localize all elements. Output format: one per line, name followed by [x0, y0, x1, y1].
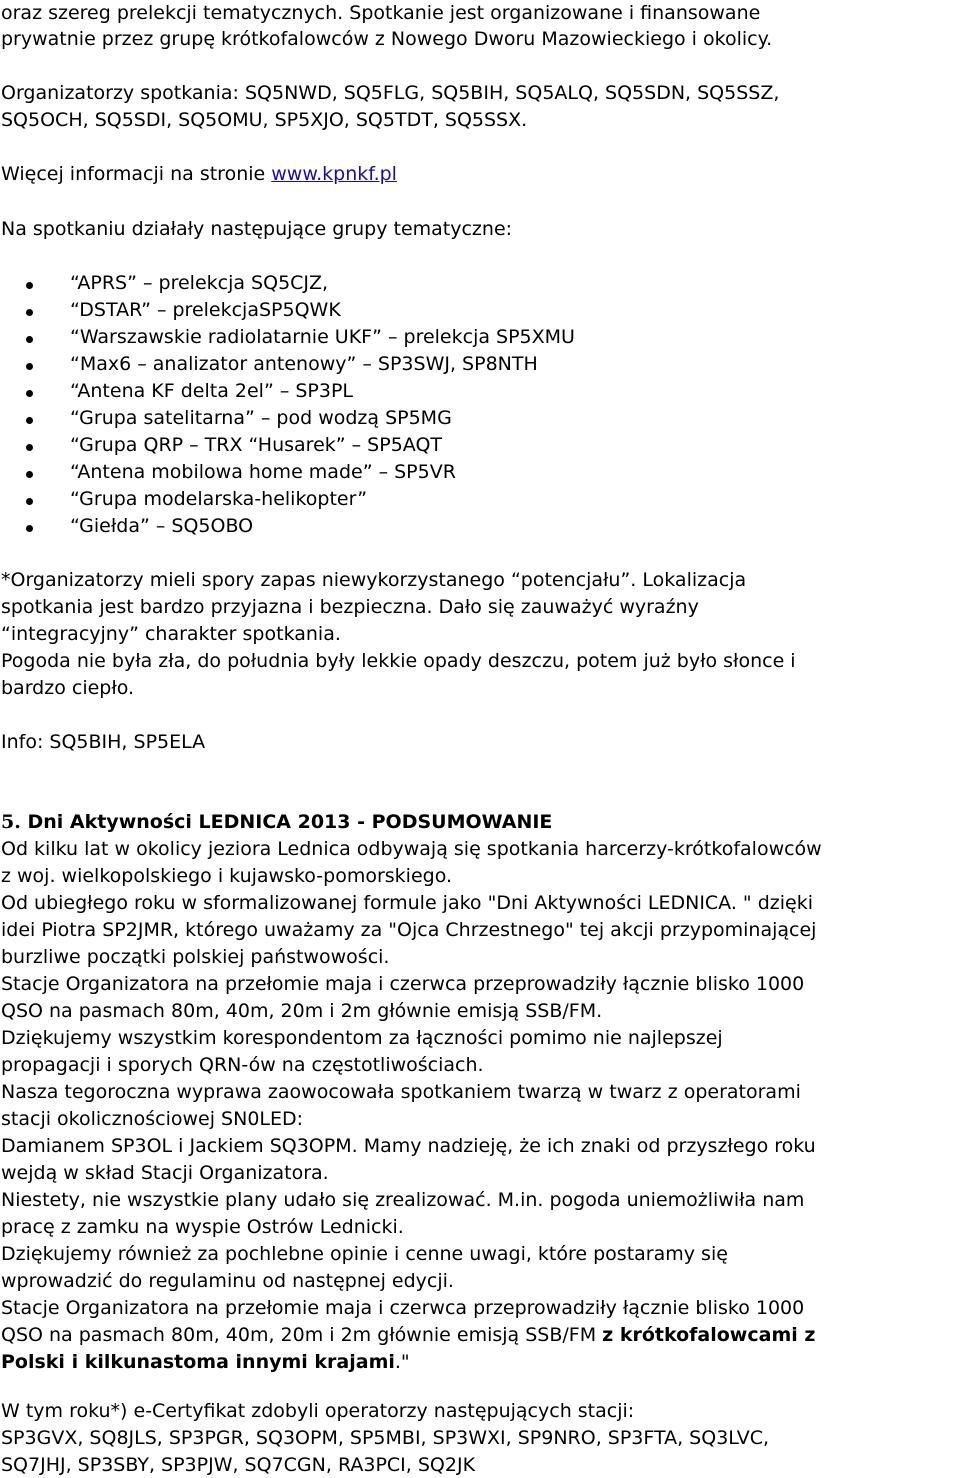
section-title: Dni Aktywności LEDNICA 2013 - PODSUMOWANIE [20, 811, 553, 833]
section-heading [1, 809, 552, 835]
paragraph-line: Stacje Organizatora na przełomie maja i czerwca przeprowadziły łącznie blisko 1000 [1, 973, 805, 995]
paragraph-line: Dziękujemy również za pochlebne opinie i cenne uwagi, które postaramy się [1, 1243, 728, 1265]
qso-bold-text: z krótkofalowcami z [602, 1324, 816, 1346]
paragraph-line: z woj. wielkopolskiego i kujawsko-pomorskiego. [1, 865, 453, 887]
bullet-icon [26, 282, 33, 289]
paragraph-line: Niestety, nie wszystkie plany udało się zrealizować. M.in. pogoda uniemożliwiła nam [1, 1189, 805, 1211]
paragraph-line: wejdą w skład Stacji Organizatora. [1, 1162, 329, 1184]
paragraph-line: Dziękujemy wszystkim korespondentom za łączności pomimo nie najlepszej [1, 1027, 723, 1049]
groups-intro: Na spotkaniu działały następujące grupy tematyczne: [1, 218, 513, 240]
list-item: “Warszawskie radiolatarnie UKF” – prelekcja SP5XMU [70, 326, 575, 348]
paragraph-line [1, 1322, 815, 1348]
organizers-line-1: Organizatorzy spotkania: SQ5NWD, SQ5FLG, SQ5BIH, SQ5ALQ, SQ5SDN, SQ5SSZ, [1, 82, 780, 104]
list-item: “Giełda” – SQ5OBO [70, 515, 254, 537]
bullet-icon [26, 498, 33, 505]
list-item: “APRS” – prelekcja SQ5CJZ, [70, 272, 329, 294]
certificate-stations-1: SP3GVX, SQ8JLS, SP3PGR, SQ3OPM, SP5MBI, SP3WXI, SP9NRO, SP3FTA, SQ3LVC, [1, 1427, 770, 1449]
closing-line-3: “integracyjny” charakter spotkania. [1, 623, 341, 645]
paragraph-line: Od kilku lat w okolicy jeziora Lednica odbywają się spotkania harcerzy-krótkofalowców [1, 838, 822, 860]
list-item: “Antena mobilowa home made” – SP5VR [70, 461, 456, 483]
paragraph-line: idei Piotra SP2JMR, którego uważamy za "Ojca Chrzestnego" tej akcji przypominającej [1, 919, 817, 941]
paragraph-line: wprowadzić do regulaminu od następnej edycji. [1, 1270, 454, 1292]
list-item: “Grupa QRP – TRX “Husarek” – SP5AQT [70, 434, 443, 456]
certificate-intro: W tym roku*) e-Certyfikat zdobyli operatorzy następujących stacji: [1, 1400, 635, 1422]
paragraph-line: burzliwe początki polskiej państwowości. [1, 946, 390, 968]
paragraph-line: Damianem SP3OL i Jackiem SQ3OPM. Mamy nadzieję, że ich znaki od przyszłego roku [1, 1135, 816, 1157]
weather-line-2: bardzo ciepło. [1, 677, 135, 699]
bullet-icon [26, 471, 33, 478]
certificate-stations-2: SQ7JHJ, SP3SBY, SP3PJW, SQ7CGN, RA3PCI, SQ2JK [1, 1454, 476, 1476]
list-item: “Grupa modelarska-helikopter” [70, 488, 368, 510]
list-item: “Grupa satelitarna” – pod wodzą SP5MG [70, 407, 452, 429]
countries-bold-text: Polski i kilkunastoma innymi krajami [1, 1351, 395, 1373]
paragraph-line: stacji okolicznościowej SN0LED: [1, 1108, 304, 1130]
paragraph-line: pracę z zamku na wyspie Ostrów Lednicki. [1, 1216, 404, 1238]
closing-line-1: *Organizatorzy mieli spory zapas niewykorzystanego “potencjału”. Lokalizacja [1, 569, 747, 591]
qso-text: QSO na pasmach 80m, 40m, 20m i 2m głównie emisją SSB/FM [1, 1324, 603, 1346]
paragraph-line: Nasza tegoroczna wyprawa zaowocowała spotkaniem twarzą w twarz z operatorami [1, 1081, 801, 1103]
info-line: Info: SQ5BIH, SP5ELA [1, 731, 206, 753]
list-item: “Antena KF delta 2el” – SP3PL [70, 380, 354, 402]
bullet-icon [26, 390, 33, 397]
bullet-icon [26, 444, 33, 451]
list-item: “DSTAR” – prelekcjaSP5QWK [70, 299, 341, 321]
organizers-line-2: SQ5OCH, SQ5SDI, SQ5OMU, SP5XJO, SQ5TDT, SQ5SSX. [1, 109, 528, 131]
bullet-icon [26, 525, 33, 532]
bullet-icon [26, 309, 33, 316]
more-info-text: Więcej informacji na stronie [1, 163, 272, 185]
paragraph-line: Od ubiegłego roku w sformalizowanej formule jako "Dni Aktywności LEDNICA. " dzięki [1, 892, 813, 914]
list-item: “Max6 – analizator antenowy” – SP3SWJ, SP8NTH [70, 353, 538, 375]
paragraph-line: propagacji i sporych QRN-ów na częstotliwościach. [1, 1054, 484, 1076]
closing-line-2: spotkania jest bardzo przyjazna i bezpieczna. Dało się zauważyć wyraźny [1, 596, 699, 618]
section-number: 5. [1, 811, 21, 833]
website-link[interactable]: www.kpnkf.pl [271, 163, 397, 185]
paragraph-line [1, 1349, 410, 1375]
weather-line-1: Pogoda nie była zła, do południa były lekkie opady deszczu, potem już było słonce i [1, 650, 796, 672]
countries-tail: ." [394, 1351, 410, 1373]
bullet-icon [26, 417, 33, 424]
bullet-icon [26, 336, 33, 343]
bullet-icon [26, 363, 33, 370]
more-info-line [1, 161, 397, 187]
intro-line-2: prywatnie przez grupę krótkofalowców z Nowego Dworu Mazowieckiego i okolicy. [1, 28, 773, 50]
paragraph-line: QSO na pasmach 80m, 40m, 20m i 2m głównie emisją SSB/FM. [1, 1000, 603, 1022]
paragraph-line: Stacje Organizatora na przełomie maja i czerwca przeprowadziły łącznie blisko 1000 [1, 1297, 805, 1319]
intro-line-1: oraz szereg prelekcji tematycznych. Spotkanie jest organizowane i finansowane [1, 2, 761, 24]
